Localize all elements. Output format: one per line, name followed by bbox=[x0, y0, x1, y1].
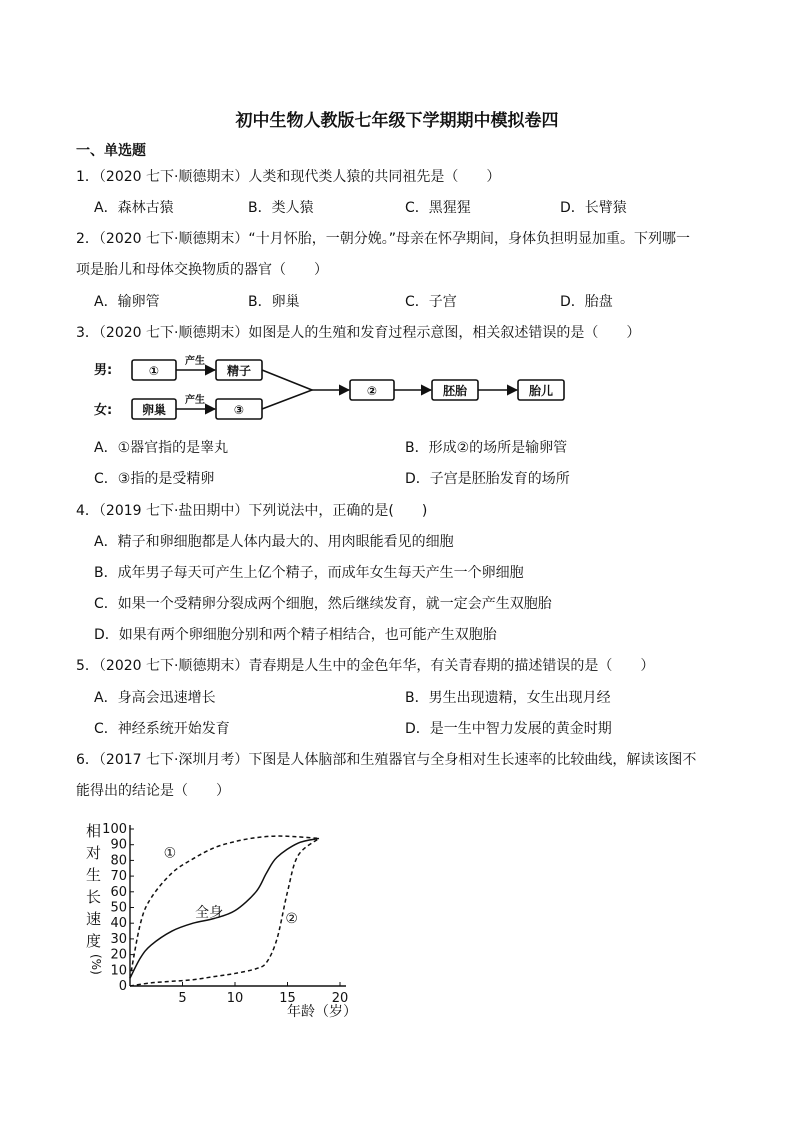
y-label-char: 度 bbox=[86, 932, 102, 950]
series-line-1 bbox=[130, 836, 319, 978]
q1-option-d[interactable]: D．长臂猿 bbox=[560, 200, 627, 216]
y-tick-label: 50 bbox=[110, 900, 127, 916]
q4-option-d[interactable]: D．如果有两个卵细胞分别和两个精子相结合，也可能产生双胞胎 bbox=[94, 627, 497, 643]
y-tick-label: 40 bbox=[110, 916, 127, 932]
series-line-2 bbox=[130, 838, 319, 978]
x-axis-label: 年龄（岁） bbox=[287, 1004, 357, 1020]
question-2-text-line2: 项是胎儿和母体交换物质的器官（ ） bbox=[76, 262, 328, 278]
question-2-text-line1: 2．（2020 七下·顺德期末）“十月怀胎，一朝分娩。”母亲在怀孕期间，身体负担明显加重。下列哪一 bbox=[76, 231, 690, 247]
q2-option-c[interactable]: C．子宫 bbox=[405, 294, 457, 310]
page-title: 初中生物人教版七年级下学期期中模拟卷四 bbox=[235, 111, 559, 131]
q5-option-b[interactable]: B．男生出现遗精，女生出现月经 bbox=[405, 690, 611, 706]
q2-option-b[interactable]: B．卵巢 bbox=[248, 294, 300, 310]
y-label-char: 速 bbox=[86, 910, 102, 928]
q1-option-c[interactable]: C．黑猩猩 bbox=[405, 200, 471, 216]
q1-option-a[interactable]: A．森林古猿 bbox=[94, 200, 174, 216]
y-label-unit: (%) bbox=[89, 954, 103, 975]
y-tick-label: 90 bbox=[110, 837, 127, 853]
produce-label-top: 产生 bbox=[185, 356, 205, 367]
y-tick-label: 100 bbox=[102, 822, 127, 837]
q4-option-b[interactable]: B．成年男子每天可产生上亿个精子，而成年女生每天产生一个卵细胞 bbox=[94, 565, 524, 581]
box3-label: ③ bbox=[233, 403, 245, 417]
y-tick-label: 30 bbox=[110, 931, 127, 947]
y-label-char: 长 bbox=[86, 888, 102, 906]
question-6-text-line2: 能得出的结论是（ ） bbox=[76, 783, 230, 799]
sperm-label: 精子 bbox=[226, 364, 252, 378]
y-label-char: 对 bbox=[86, 844, 102, 862]
box1-label: ① bbox=[148, 364, 160, 378]
q5-option-d[interactable]: D．是一生中智力发展的黄金时期 bbox=[405, 721, 612, 737]
q3-option-c[interactable]: C．③指的是受精卵 bbox=[94, 471, 215, 487]
male-label: 男: bbox=[94, 363, 113, 378]
question-1-text: 1．（2020 七下·顺德期末）人类和现代类人猿的共同祖先是（ ） bbox=[76, 169, 501, 185]
q4-option-c[interactable]: C．如果一个受精卵分裂成两个细胞，然后继续发育，就一定会产生双胞胎 bbox=[94, 596, 552, 612]
y-tick-label: 10 bbox=[110, 963, 127, 979]
ovary-label: 卵巢 bbox=[141, 403, 167, 417]
growth-rate-chart bbox=[82, 818, 372, 1028]
y-axis-label bbox=[86, 822, 103, 975]
y-tick-label: 0 bbox=[118, 979, 127, 994]
produce-label-bottom: 产生 bbox=[185, 395, 205, 406]
series-label-1: ① bbox=[163, 845, 177, 862]
fetus-label: 胎儿 bbox=[528, 384, 554, 398]
reproduction-flow-diagram bbox=[94, 352, 574, 427]
q4-option-a[interactable]: A．精子和卵细胞都是人体内最大的、用肉眼能看见的细胞 bbox=[94, 534, 454, 550]
question-5-text: 5．（2020 七下·顺德期末）青春期是人生中的金色年华，有关青春期的描述错误的是（ ） bbox=[76, 658, 655, 674]
question-3-text: 3．（2020 七下·顺德期末）如图是人的生殖和发育过程示意图，相关叙述错误的是（ ） bbox=[76, 325, 641, 341]
section-heading: 一、单选题 bbox=[76, 143, 146, 159]
box2-label: ② bbox=[366, 384, 378, 398]
q2-option-a[interactable]: A．输卵管 bbox=[94, 294, 160, 310]
q3-option-b[interactable]: B．形成②的场所是输卵管 bbox=[405, 440, 568, 456]
q3-option-d[interactable]: D．子宫是胚胎发育的场所 bbox=[405, 471, 570, 487]
q3-option-a[interactable]: A．①器官指的是睾丸 bbox=[94, 440, 229, 456]
q1-option-b[interactable]: B．类人猿 bbox=[248, 200, 314, 216]
embryo-label: 胚胎 bbox=[442, 384, 468, 398]
y-tick-label: 70 bbox=[110, 869, 127, 885]
y-tick-label: 80 bbox=[110, 853, 127, 869]
x-tick-label: 5 bbox=[178, 991, 187, 1006]
x-tick-label: 15 bbox=[279, 991, 296, 1006]
question-6-text-line1: 6．（2017 七下·深圳月考）下图是人体脑部和生殖器官与全身相对生长速率的比较曲线，解读该图不 bbox=[76, 752, 697, 768]
q5-option-a[interactable]: A．身高会迅速增长 bbox=[94, 690, 216, 706]
y-label-char: 生 bbox=[86, 866, 102, 884]
x-tick-label: 20 bbox=[331, 991, 349, 1006]
x-tick-label: 10 bbox=[226, 991, 244, 1006]
female-label: 女: bbox=[94, 403, 113, 418]
y-tick-label: 60 bbox=[110, 884, 127, 900]
q2-option-d[interactable]: D．胎盘 bbox=[560, 294, 613, 310]
question-4-text: 4．（2019 七下·盐田期中）下列说法中，正确的是( ) bbox=[76, 503, 428, 519]
q5-option-c[interactable]: C．神经系统开始发育 bbox=[94, 721, 230, 737]
series-label-3: ② bbox=[285, 911, 298, 928]
y-label-char: 相 bbox=[86, 822, 102, 840]
series-label-2: 全身 bbox=[195, 904, 224, 921]
y-tick-label: 20 bbox=[110, 947, 127, 963]
